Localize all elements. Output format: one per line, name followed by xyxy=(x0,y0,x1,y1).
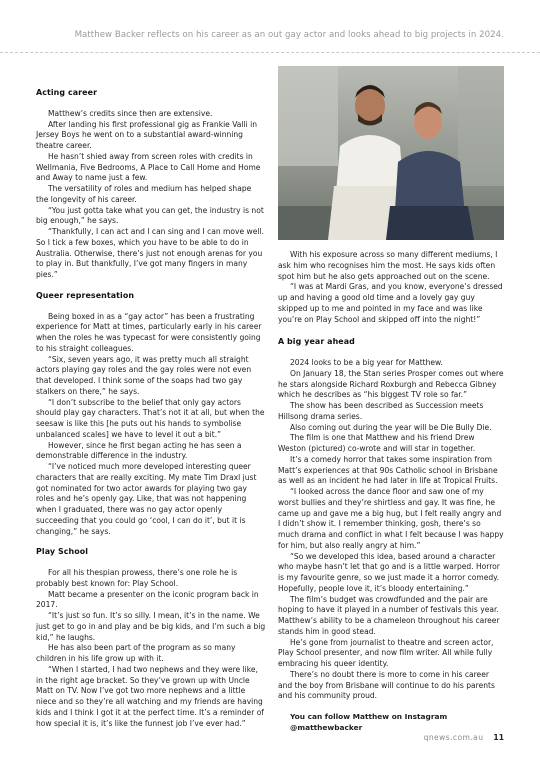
instagram-follow-line: You can follow Matthew on Instagram xyxy=(290,712,448,721)
article-tagline: Matthew Backer reflects on his career as an out gay actor and looks ahead to big projects in 2024. xyxy=(74,30,504,40)
paragraph: Matt became a presenter on the iconic program back in 2017. xyxy=(36,589,259,610)
paragraph: “I don’t subscribe to the belief that only gay actors should play gay characters. That’s not it at all, but when the seesaw is like this [he puts out his hands to symbolise unbalanced scales] we have to level it out a bit.” xyxy=(36,397,265,439)
paragraph: However, since he first began acting he has seen a demonstrable difference in the industry. xyxy=(36,440,242,461)
paragraph: He’s gone from journalist to theatre and screen actor, Play School presenter, and now film writer. All while fully embracing his queer identity. xyxy=(278,637,494,668)
paragraph: Also coming out during the year will be Die Bully Die. xyxy=(290,422,492,432)
page-footer xyxy=(424,733,504,742)
paragraph: After landing his first professional gig as Frankie Valli in Jersey Boys he went on to a substantial award-winning theatre career. xyxy=(36,119,257,150)
left-column xyxy=(36,88,266,729)
paragraph: The versatility of roles and medium has helped shape the longevity of his career. xyxy=(36,184,252,204)
paragraph: “Six, seven years ago, it was pretty much all straight actors playing gay roles and the gay roles were not even that developed. I think some of the soaps had two gay stalkers on there,” he says. xyxy=(36,354,252,396)
paragraph: The film is one that Matthew and his friend Drew Weston (pictured) co-wrote and will star in together. xyxy=(278,433,476,453)
paragraph: With his exposure across so many different mediums, I ask him who recognises him the most. He says kids often spot him but he also gets approached out on the scene. xyxy=(278,250,498,281)
article-photo xyxy=(278,66,504,240)
paragraph: He has also been part of the program as so many children in his life grow up with it. xyxy=(36,643,236,663)
paragraph: On January 18, the Stan series Prosper comes out where he stars alongside Richard Roxburgh and Rebecca Gibney which he describes as “his biggest TV role so far.” xyxy=(278,368,504,400)
paragraph: “It’s just so fun. It’s so silly. I mean, it’s in the name. We just get to go in and play and be big kids, and I’m such a big kid,” he laughs. xyxy=(36,611,266,642)
instagram-handle: @matthewbacker xyxy=(290,722,363,732)
section-heading-acting-career: Acting career xyxy=(36,88,98,97)
paragraph: “Thankfully, I can act and I can sing and I can move well. So I tick a few boxes, which you have to be able to do in Australia. Otherwise, there’s just not enough arenas for you to play in. But thankfully, I’ve got many fingers in many pies.” xyxy=(36,227,264,279)
paragraph: “You just gotta take what you can get, the industry is not big enough,” he says. xyxy=(36,205,264,226)
site-url: qnews.com.au xyxy=(423,733,484,742)
section-heading-play-school: Play School xyxy=(36,547,89,557)
paragraph: Being boxed in as a “gay actor” has been a frustrating experience for Matt at times, particularly early in his career when the roles he was typecast for were consistently going to his straight colleagues. xyxy=(36,311,262,353)
header-divider xyxy=(0,52,540,53)
paragraph: The film’s budget was crowdfunded and the pair are hoping to have it played in a number of festivals this year. Matthew’s ability to be a chameleon throughout his career stands him in good stead. xyxy=(278,594,500,636)
paragraph: For all his thespian prowess, there’s one role he is probably best known for: Play School. xyxy=(36,568,238,588)
paragraph: He hasn’t shied away from screen roles with credits in Wellmania, Five Bedrooms, A Place to Call Home and Home and Away to name just a few. xyxy=(36,151,261,183)
page-number: 11 xyxy=(493,733,504,742)
paragraph: Matthew’s credits since then are extensive. xyxy=(48,108,213,118)
section-heading-big-year-ahead: A big year ahead xyxy=(278,337,355,347)
paragraph: The show has been described as Succession meets Hillsong drama series. xyxy=(278,401,484,421)
right-column xyxy=(278,250,504,733)
two-men-portrait-photo xyxy=(278,66,504,240)
paragraph: “I looked across the dance floor and saw one of my worst bullies and they’re shirtless and gay. It was fine, he came up and gave me a big hug, but I felt really angry and I didn’t show it. I remember thinking, gosh, there’s so much drama and conflict in what I felt because I was happy for him, but also really angry at him.” xyxy=(278,487,504,550)
paragraph: There’s no doubt there is more to come in his career and the boy from Brisbane will continue to do his parents and his community proud. xyxy=(278,669,495,701)
paragraph: 2024 looks to be a big year for Matthew. xyxy=(290,358,443,367)
section-heading-queer-representation: Queer representation xyxy=(36,290,135,300)
paragraph: It’s a comedy horror that takes some inspiration from Matt’s experiences at that 90s Catholic school in Brisbane as well as an incident he had later in life at Tropical Fruits. xyxy=(278,454,498,486)
paragraph: “I was at Mardi Gras, and you know, everyone’s dressed up and having a good old time and a lovely gay guy skipped up to me and pointed in my face and was like you’re on Play School and skipped off into the night!” xyxy=(278,282,503,324)
paragraph: “So we developed this idea, based around a character who maybe hasn’t let that go and is a little warped. Horror is my favourite genre, so we just made it a horror comedy. Hopefully, people love it, it’s bloody entertaining.” xyxy=(278,551,500,593)
paragraph: “I’ve noticed much more developed interesting queer characters that are really exciting. My mate Tim Draxl just got nominated for two actor awards for playing two gay roles and he’s openly gay. Like, that was not happening when I graduated, there was no gay actor openly succeeding that you could go ‘cool, I can do it’, but it is changing,” he says. xyxy=(36,462,257,536)
paragraph: “When I started, I had two nephews and they were like, in the right age bracket. So they’ve grown up with Uncle Matt on TV. Now I’ve got two more nephews and a little niece and so they’re all watching and my friends are having kids and I think I got it at the perfect time. It’s a reminder of how special it is, it’s like the funnest job I’ve ever had.” xyxy=(36,664,264,728)
